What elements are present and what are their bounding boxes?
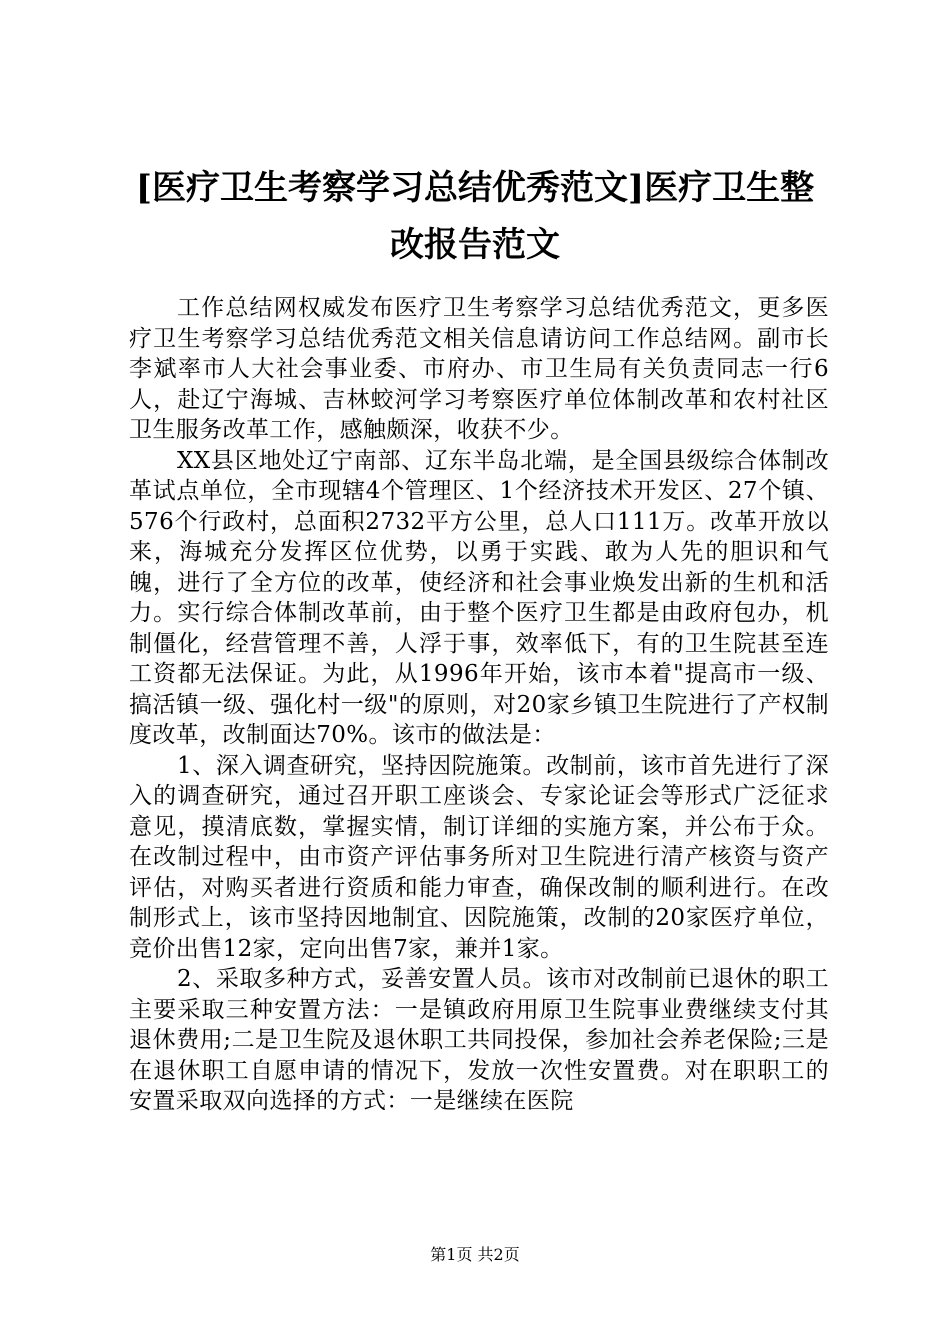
document-title (100, 160, 850, 274)
page-footer: 第1页 共2页 (430, 1245, 520, 1264)
paragraph-point-1: 1、深入调查研究，坚持因院施策。改制前，该市首先进行了深入的调查研究，通过召开职工座谈会、专家论证会等形式广泛征求意见，摸清底数，掌握实情，制订详细的实施方案，并公布于众。在改制过程中，由市资产评估事务所对卫生院进行清产核资与资产评估，对购买者进行资质和能力审查，确保改制的顺利进行。在改制形式上，该市坚持因地制宜、因院施策，改制的20家医疗单位，竞价出售12家，定向出售7家，兼并1家。 (129, 752, 829, 962)
title-line-1: [医疗卫生考察学习总结优秀范文]医疗卫生整 (135, 168, 815, 208)
paragraph-intro: 工作总结网权威发布医疗卫生考察学习总结优秀范文，更多医疗卫生考察学习总结优秀范文相关信息请访问工作总结网。副市长李斌率市人大社会事业委、市府办、市卫生局有关负责同志一行6人，赴辽宁海城、吉林蛟河学习考察医疗单位体制改革和农村社区卫生服务改革工作，感触颇深，收获不少。 (129, 295, 829, 443)
paragraph-background: XX县区地处辽宁南部、辽东半岛北端，是全国县级综合体制改革试点单位，全市现辖4个管理区、1个经济技术开发区、27个镇、576个行政村，总面积2732平方公里，总人口111万。改革开放以来，海城充分发挥区位优势，以勇于实践、敢为人先的胆识和气魄，进行了全方位的改革，使经济和社会事业焕发出新的生机和活力。实行综合体制改革前，由于整个医疗卫生都是由政府包办，机制僵化，经营管理不善，人浮于事，效率低下，有的卫生院甚至连工资都无法保证。为此，从1996年开始，该市本着"提高市一级、搞活镇一级、强化村一级"的原则，对20家乡镇卫生院进行了产权制度改革，改制面达70%。该市的做法是： (129, 447, 829, 748)
title-line-2: 改报告范文 (390, 225, 560, 265)
paragraph-point-2: 2、采取多种方式，妥善安置人员。该市对改制前已退休的职工主要采取三种安置方法：一是镇政府用原卫生院事业费继续支付其退休费用;二是卫生院及退休职工共同投保，参加社会养老保险;三是在退休职工自愿申请的情况下，发放一次性安置费。对在职职工的安置采取双向选择的方式：一是继续在医院 (129, 966, 829, 1114)
document-body (129, 293, 829, 1117)
